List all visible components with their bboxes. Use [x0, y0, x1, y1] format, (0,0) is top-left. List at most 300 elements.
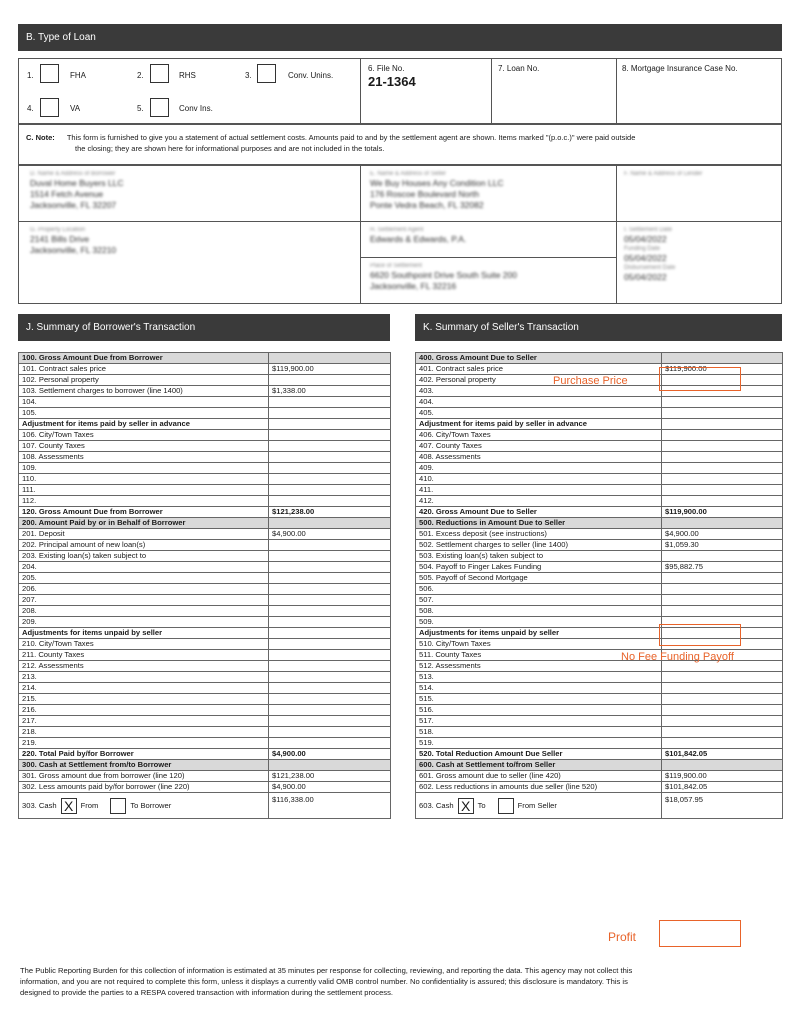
- file-no-label: 6. File No.: [368, 64, 405, 73]
- borrower-cash-cell: [19, 793, 269, 819]
- lender-label: F. Name & Address of Lender: [624, 171, 703, 177]
- seller-row-value: [662, 441, 783, 452]
- table-row: [416, 584, 783, 595]
- borrower-row-label: 111.: [19, 485, 269, 496]
- borrower-row-value: $121,238.00: [269, 507, 391, 518]
- table-row: [416, 397, 783, 408]
- funding-date: 05/04/2022: [624, 253, 667, 263]
- borrower-row-label: 110.: [19, 474, 269, 485]
- seller-row-label: 403.: [416, 386, 662, 397]
- table-row: [416, 353, 783, 364]
- section-b-header: [18, 24, 782, 51]
- borrower-row-label: 100. Gross Amount Due from Borrower: [19, 353, 269, 364]
- seller-row-label: 515.: [416, 694, 662, 705]
- note-text: [26, 132, 776, 154]
- seller-row-value: [662, 397, 783, 408]
- borrower-row-value: [269, 617, 391, 628]
- seller-row-label: 519.: [416, 738, 662, 749]
- funding-date-label: Funding Date: [624, 246, 661, 252]
- seller-row-label: 408. Assessments: [416, 452, 662, 463]
- table-row: [19, 639, 391, 650]
- table-row: [416, 595, 783, 606]
- table-row: [19, 771, 391, 782]
- table-row: [19, 628, 391, 639]
- disbursement-date: 05/04/2022: [624, 272, 667, 282]
- seller-cash-label: 603. Cash: [419, 800, 454, 810]
- borrower-row-value: [269, 551, 391, 562]
- seller-row-label: 508.: [416, 606, 662, 617]
- seller-row-label: 406. City/Town Taxes: [416, 430, 662, 441]
- seller-row-value: [662, 353, 783, 364]
- seller-line-1: We Buy Houses Any Condition LLC: [370, 178, 504, 188]
- disbursement-date-label: Disbursement Date: [624, 265, 676, 271]
- table-row: [416, 749, 783, 760]
- seller-row-label: 505. Payoff of Second Mortgage: [416, 573, 662, 584]
- table-row: [416, 529, 783, 540]
- borrower-row-label: 208.: [19, 606, 269, 617]
- table-row: [19, 551, 391, 562]
- table-row: [19, 782, 391, 793]
- loan-option-rhs-label: RHS: [179, 71, 196, 80]
- seller-row-label: 514.: [416, 683, 662, 694]
- table-row: [19, 474, 391, 485]
- seller-row-label: 404.: [416, 397, 662, 408]
- borrower-row-value: [269, 562, 391, 573]
- table-row: [19, 364, 391, 375]
- table-row: [416, 672, 783, 683]
- table-row: [416, 430, 783, 441]
- borrower-row-label: 101. Contract sales price: [19, 364, 269, 375]
- borrower-row-value: [269, 738, 391, 749]
- borrower-row-label: 212. Assessments: [19, 661, 269, 672]
- borrower-row-value: [269, 573, 391, 584]
- borrower-row-value: [269, 628, 391, 639]
- table-row: [416, 474, 783, 485]
- seller-row-label: 602. Less reductions in amounts due seller (line 520): [416, 782, 662, 793]
- borrower-row-value: $4,900.00: [269, 749, 391, 760]
- agent-label: H. Settlement Agent: [370, 227, 424, 233]
- borrower-row-label: 302. Less amounts paid by/for borrower (line 220): [19, 782, 269, 793]
- table-row: [19, 716, 391, 727]
- borrower-row-label: 300. Cash at Settlement from/to Borrower: [19, 760, 269, 771]
- borrower-row-label: Adjustment for items paid by seller in advance: [19, 419, 269, 430]
- table-row: [19, 496, 391, 507]
- table-row: [19, 617, 391, 628]
- seller-row-value: [662, 683, 783, 694]
- borrower-row-value: [269, 408, 391, 419]
- table-row: [416, 606, 783, 617]
- borrower-summary-header: [18, 314, 390, 341]
- seller-row-value: [662, 584, 783, 595]
- table-row: [19, 452, 391, 463]
- borrower-row-value: [269, 606, 391, 617]
- borrower-row-value: [269, 496, 391, 507]
- table-row: [19, 584, 391, 595]
- seller-row-value: $95,882.75: [662, 562, 783, 573]
- table-row: [19, 760, 391, 771]
- seller-row-label: 420. Gross Amount Due to Seller: [416, 507, 662, 518]
- settlement-date-label: I. Settlement Date: [624, 227, 673, 233]
- footer-line-3: designed to provide the parties to a RESPA covered transaction with information during the settlement process.: [20, 988, 394, 997]
- borrower-row-value: [269, 397, 391, 408]
- loan-option-fha-label: FHA: [70, 71, 86, 80]
- seller-summary-title: K. Summary of Seller's Transaction: [423, 322, 579, 333]
- borrower-row-label: 210. City/Town Taxes: [19, 639, 269, 650]
- agent-name: Edwards & Edwards, P.A.: [370, 234, 467, 244]
- seller-row-value: $119,900.00: [662, 364, 783, 375]
- seller-row-value: [662, 408, 783, 419]
- seller-row-label: 400. Gross Amount Due to Seller: [416, 353, 662, 364]
- table-row: [19, 705, 391, 716]
- borrower-row-value: [269, 661, 391, 672]
- seller-row-label: 510. City/Town Taxes: [416, 639, 662, 650]
- property-line-2: Jacksonville, FL 32210: [30, 245, 117, 255]
- table-row: [19, 749, 391, 760]
- borrower-row-value: [269, 518, 391, 529]
- seller-row-label: 509.: [416, 617, 662, 628]
- note-line-1: This form is furnished to give you a statement of actual settlement costs. Amounts paid to and by the settlement agent are shown. Items marked "(p.o.c.)" were paid outside: [66, 133, 636, 142]
- loan-option-2-num: 2.: [137, 71, 144, 80]
- seller-row-label: 518.: [416, 727, 662, 738]
- table-row: [416, 716, 783, 727]
- loan-option-conv-ins-checkbox[interactable]: [150, 98, 169, 117]
- borrower-cash-first-option: From: [80, 800, 99, 810]
- borrower-row-label: 213.: [19, 672, 269, 683]
- seller-row-value: [662, 496, 783, 507]
- seller-row-value: [662, 430, 783, 441]
- seller-line-2: 176 Roscoe Boulevard North: [370, 189, 480, 199]
- table-row: [416, 760, 783, 771]
- seller-row-label: 500. Reductions in Amount Due to Seller: [416, 518, 662, 529]
- borrower-cash-checked-box[interactable]: X: [61, 798, 77, 814]
- borrower-row-value: [269, 595, 391, 606]
- seller-row-value: $119,900.00: [662, 507, 783, 518]
- dates-block: [624, 226, 675, 283]
- loan-option-conv-ins-label: Conv Ins.: [179, 104, 213, 113]
- table-row: [416, 562, 783, 573]
- table-row: [416, 408, 783, 419]
- table-row: [416, 507, 783, 518]
- seller-row-label: 410.: [416, 474, 662, 485]
- seller-row-value: [662, 727, 783, 738]
- seller-row-label: 517.: [416, 716, 662, 727]
- property-block: [30, 226, 116, 256]
- loan-option-fha-checkbox[interactable]: [40, 64, 59, 83]
- seller-row-value: [662, 738, 783, 749]
- profit-annotation: Profit: [608, 930, 637, 944]
- mortgage-case-label: 8. Mortgage Insurance Case No.: [622, 64, 738, 73]
- borrower-row-label: 201. Deposit: [19, 529, 269, 540]
- seller-row-label: 512. Assessments: [416, 661, 662, 672]
- table-row: [416, 463, 783, 474]
- borrower-cash-second-option: To Borrower: [130, 800, 172, 810]
- seller-row-label: 601. Gross amount due to seller (line 420): [416, 771, 662, 782]
- table-row: [416, 738, 783, 749]
- seller-row-label: 411.: [416, 485, 662, 496]
- table-row: [416, 694, 783, 705]
- section-b-title: B. Type of Loan: [26, 32, 96, 43]
- table-row: [416, 485, 783, 496]
- seller-row-value: [662, 716, 783, 727]
- seller-row-label: 501. Excess deposit (see instructions): [416, 529, 662, 540]
- borrower-label: D. Name & Address of Borrower: [30, 171, 116, 177]
- seller-row-value: [662, 474, 783, 485]
- borrower-row-label: 120. Gross Amount Due from Borrower: [19, 507, 269, 518]
- loan-option-rhs-checkbox[interactable]: [150, 64, 169, 83]
- agent-block: [370, 226, 466, 245]
- borrower-row-label: 103. Settlement charges to borrower (line 1400): [19, 386, 269, 397]
- borrower-row-value: [269, 727, 391, 738]
- table-row: [19, 441, 391, 452]
- table-row: [416, 540, 783, 551]
- seller-row-label: 502. Settlement charges to seller (line 1400): [416, 540, 662, 551]
- borrower-line-1: Duval Home Buyers LLC: [30, 178, 124, 188]
- table-row: [19, 540, 391, 551]
- footer-line-2: information, and you are not required to complete this form, unless it displays a currently valid OMB control number. No confidentiality is assured; this disclosure is mandatory. This is: [20, 977, 628, 986]
- table-row: [19, 507, 391, 518]
- seller-row-label: 520. Total Reduction Amount Due Seller: [416, 749, 662, 760]
- borrower-row-value: $1,338.00: [269, 386, 391, 397]
- seller-row-label: 503. Existing loan(s) taken subject to: [416, 551, 662, 562]
- table-row: [19, 529, 391, 540]
- borrower-row-value: [269, 672, 391, 683]
- seller-row-value: $1,059.30: [662, 540, 783, 551]
- table-row: [19, 386, 391, 397]
- loan-no-label: 7. Loan No.: [498, 64, 540, 73]
- loan-option-conv-unins-checkbox[interactable]: [257, 64, 276, 83]
- seller-label: E. Name & Address of Seller: [370, 171, 447, 177]
- loan-option-conv-unins-label: Conv. Unins.: [288, 71, 334, 80]
- table-row: [416, 683, 783, 694]
- borrower-row-label: 202. Principal amount of new loan(s): [19, 540, 269, 551]
- borrower-row-label: 204.: [19, 562, 269, 573]
- payoff-highlight: [659, 624, 741, 646]
- seller-row-label: 506.: [416, 584, 662, 595]
- borrower-row-value: [269, 639, 391, 650]
- borrower-line-3: Jacksonville, FL 32207: [30, 200, 117, 210]
- payoff-annotation: No Fee Funding Payoff: [621, 651, 734, 663]
- purchase-price-highlight: [659, 367, 741, 391]
- table-row: [19, 694, 391, 705]
- seller-row-value: [662, 551, 783, 562]
- loan-option-5-num: 5.: [137, 104, 144, 113]
- borrower-row-label: 214.: [19, 683, 269, 694]
- borrower-row-value: $4,900.00: [269, 782, 391, 793]
- seller-row-label: 412.: [416, 496, 662, 507]
- seller-summary-table: [415, 352, 783, 819]
- borrower-row-label: 301. Gross amount due from borrower (line 120): [19, 771, 269, 782]
- table-row: [416, 452, 783, 463]
- table-row: [19, 606, 391, 617]
- seller-row-value: [662, 672, 783, 683]
- seller-row-value: [662, 573, 783, 584]
- borrower-row-value: [269, 485, 391, 496]
- table-row: [19, 650, 391, 661]
- borrower-summary-table: [18, 352, 391, 819]
- borrower-row-value: [269, 452, 391, 463]
- loan-option-1-num: 1.: [27, 71, 34, 80]
- seller-summary-header: [415, 314, 782, 341]
- table-row: [19, 375, 391, 386]
- table-row: [19, 672, 391, 683]
- seller-row-label: 507.: [416, 595, 662, 606]
- place-label: Place of Settlement: [370, 263, 423, 269]
- seller-row-label: 409.: [416, 463, 662, 474]
- table-row: [19, 353, 391, 364]
- loan-option-va-checkbox[interactable]: [40, 98, 59, 117]
- seller-row-label: 516.: [416, 705, 662, 716]
- seller-row-label: 402. Personal property: [416, 375, 662, 386]
- table-row: [416, 727, 783, 738]
- seller-row-value: $4,900.00: [662, 529, 783, 540]
- table-row: [19, 562, 391, 573]
- table-row: [19, 595, 391, 606]
- borrower-row-value: $4,900.00: [269, 529, 391, 540]
- cash-row: [416, 793, 783, 819]
- borrower-row-label: 105.: [19, 408, 269, 419]
- table-row: [19, 738, 391, 749]
- property-label: G. Property Location: [30, 227, 86, 233]
- table-row: [19, 573, 391, 584]
- table-row: [19, 463, 391, 474]
- table-row: [19, 397, 391, 408]
- property-line-1: 2141 Bills Drive: [30, 234, 90, 244]
- table-row: [19, 408, 391, 419]
- table-row: [19, 727, 391, 738]
- borrower-row-value: [269, 694, 391, 705]
- seller-cash-empty-box[interactable]: [498, 798, 514, 814]
- borrower-row-label: 209.: [19, 617, 269, 628]
- loan-option-3-num: 3.: [245, 71, 252, 80]
- borrower-row-label: 215.: [19, 694, 269, 705]
- seller-row-value: [662, 419, 783, 430]
- footer-text: [20, 965, 780, 998]
- borrower-row-value: [269, 463, 391, 474]
- borrower-row-value: [269, 375, 391, 386]
- borrower-row-label: 205.: [19, 573, 269, 584]
- seller-row-label: 405.: [416, 408, 662, 419]
- lender-block: [624, 170, 702, 178]
- seller-row-label: Adjustments for items unpaid by seller: [416, 628, 662, 639]
- table-row: [416, 441, 783, 452]
- borrower-row-label: 108. Assessments: [19, 452, 269, 463]
- seller-row-value: [662, 463, 783, 474]
- table-row: [19, 430, 391, 441]
- cash-row: [19, 793, 391, 819]
- seller-row-value: [662, 606, 783, 617]
- table-row: [19, 683, 391, 694]
- table-row: [416, 518, 783, 529]
- seller-block: [370, 170, 504, 211]
- borrower-row-label: Adjustments for items unpaid by seller: [19, 628, 269, 639]
- table-row: [416, 573, 783, 584]
- table-row: [19, 518, 391, 529]
- seller-cash-value: $18,057.95: [662, 793, 783, 819]
- borrower-row-value: $121,238.00: [269, 771, 391, 782]
- seller-row-label: 504. Payoff to Finger Lakes Funding: [416, 562, 662, 573]
- purchase-price-annotation: Purchase Price: [553, 375, 628, 387]
- borrower-block: [30, 170, 124, 211]
- loan-option-va-label: VA: [70, 104, 81, 113]
- borrower-row-label: 206.: [19, 584, 269, 595]
- borrower-row-label: 104.: [19, 397, 269, 408]
- seller-row-value: [662, 694, 783, 705]
- place-line-1: 6620 Southpoint Drive South Suite 200: [370, 270, 517, 280]
- borrower-cash-label: 303. Cash: [22, 800, 57, 810]
- borrower-row-value: [269, 540, 391, 551]
- borrower-row-label: 109.: [19, 463, 269, 474]
- table-row: [19, 419, 391, 430]
- borrower-row-value: [269, 705, 391, 716]
- borrower-row-label: 107. County Taxes: [19, 441, 269, 452]
- borrower-cash-value: $116,338.00: [269, 793, 391, 819]
- borrower-row-value: [269, 430, 391, 441]
- seller-row-value: $101,842.05: [662, 782, 783, 793]
- seller-row-label: 513.: [416, 672, 662, 683]
- borrower-row-label: 216.: [19, 705, 269, 716]
- borrower-row-label: 112.: [19, 496, 269, 507]
- borrower-row-value: [269, 419, 391, 430]
- table-row: [19, 485, 391, 496]
- borrower-row-label: 211. County Taxes: [19, 650, 269, 661]
- borrower-row-label: 220. Total Paid by/for Borrower: [19, 749, 269, 760]
- note-line-2: the closing; they are shown here for informational purposes and are not included in the totals.: [75, 144, 385, 153]
- seller-row-value: [662, 452, 783, 463]
- profit-highlight: [659, 920, 741, 947]
- footer-line-1: The Public Reporting Burden for this collection of information is estimated at 35 minutes per response for collecting, reviewing, and reporting the data. This agency may not collect this: [20, 966, 633, 975]
- file-no-value: 21-1364: [368, 74, 416, 89]
- seller-row-label: 407. County Taxes: [416, 441, 662, 452]
- borrower-row-value: $119,900.00: [269, 364, 391, 375]
- borrower-row-value: [269, 441, 391, 452]
- borrower-cash-empty-box[interactable]: [110, 798, 126, 814]
- seller-row-label: 511. County Taxes: [416, 650, 662, 661]
- borrower-row-value: [269, 584, 391, 595]
- borrower-row-value: [269, 716, 391, 727]
- seller-row-value: [662, 485, 783, 496]
- table-row: [19, 661, 391, 672]
- note-label: C. Note:: [26, 133, 55, 142]
- borrower-row-value: [269, 683, 391, 694]
- seller-row-value: $101,842.05: [662, 749, 783, 760]
- table-row: [416, 771, 783, 782]
- borrower-row-label: 219.: [19, 738, 269, 749]
- seller-row-value: [662, 760, 783, 771]
- borrower-row-label: 207.: [19, 595, 269, 606]
- borrower-row-label: 203. Existing loan(s) taken subject to: [19, 551, 269, 562]
- settlement-date: 05/04/2022: [624, 234, 667, 244]
- seller-cash-checked-box[interactable]: X: [458, 798, 474, 814]
- borrower-row-value: [269, 353, 391, 364]
- seller-cash-first-option: To: [477, 800, 486, 810]
- loan-option-4-num: 4.: [27, 104, 34, 113]
- table-row: [416, 551, 783, 562]
- borrower-row-value: [269, 474, 391, 485]
- place-block: [370, 262, 517, 292]
- table-row: [416, 782, 783, 793]
- seller-cash-cell: [416, 793, 662, 819]
- seller-row-label: Adjustment for items paid by seller in advance: [416, 419, 662, 430]
- seller-row-value: [662, 705, 783, 716]
- borrower-line-2: 1514 Fetch Avenue: [30, 189, 104, 199]
- place-line-2: Jacksonville, FL 32216: [370, 281, 457, 291]
- seller-row-value: [662, 595, 783, 606]
- borrower-row-label: 200. Amount Paid by or in Behalf of Borrower: [19, 518, 269, 529]
- seller-cash-second-option: From Seller: [517, 800, 557, 810]
- borrower-row-label: 106. City/Town Taxes: [19, 430, 269, 441]
- table-row: [416, 705, 783, 716]
- borrower-row-value: [269, 760, 391, 771]
